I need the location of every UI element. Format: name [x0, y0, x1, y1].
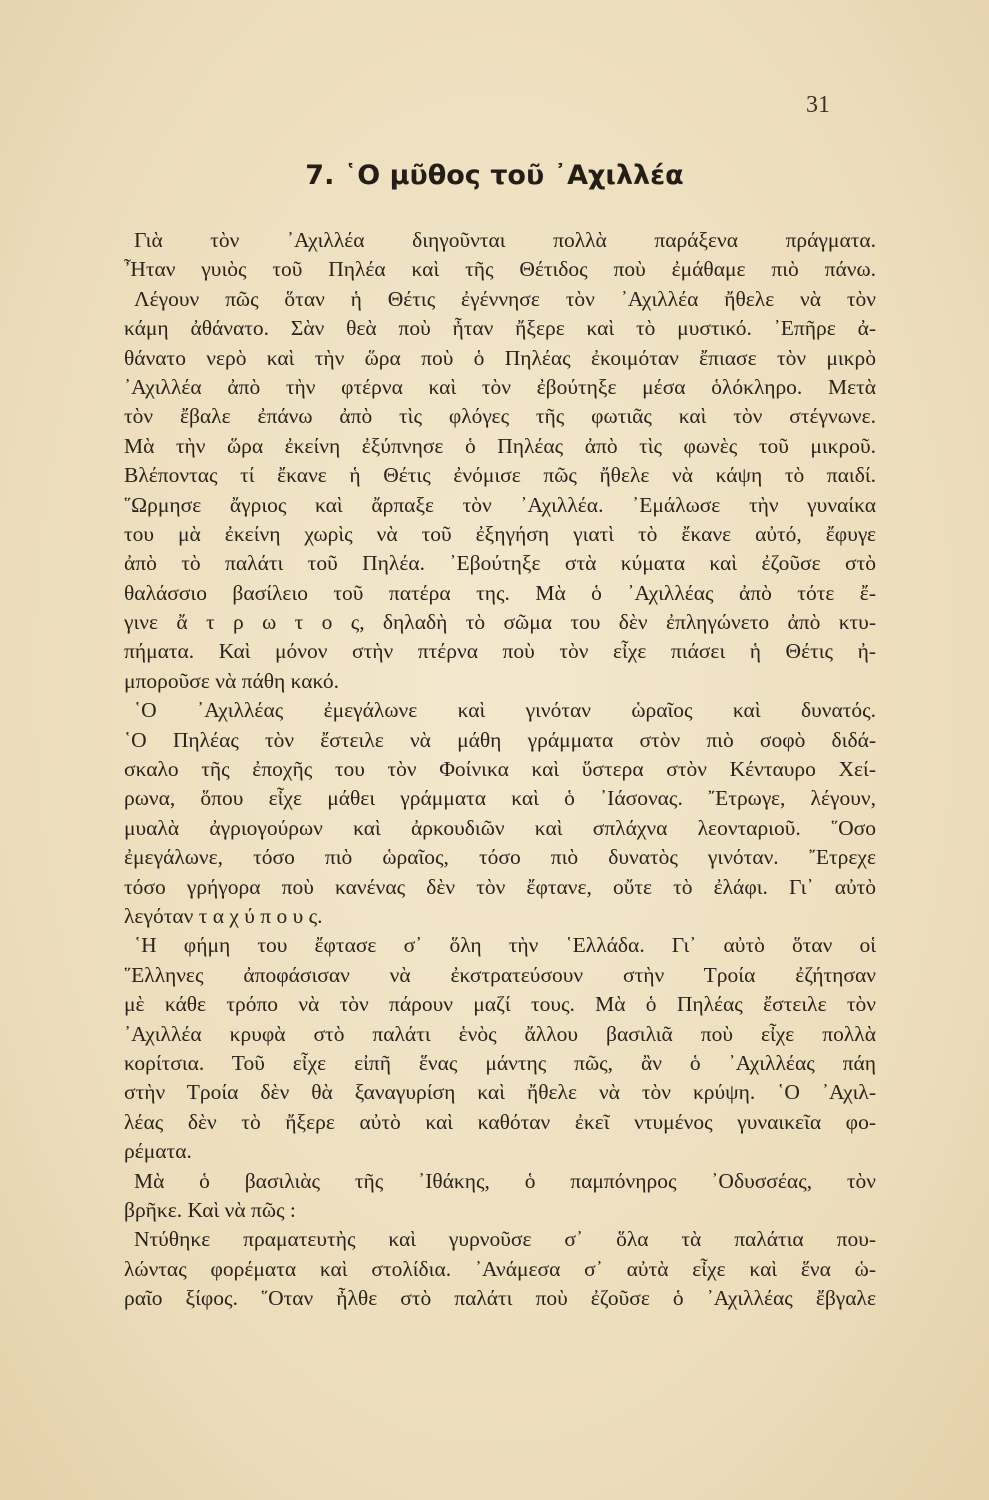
- text-line: Βλέποντας τί ἔκανε ἡ Θέτις ἐνόμισε πῶς ἤθελε νὰ κάψη τὸ παιδί.: [124, 463, 876, 488]
- text-line: λώντας φορέματα καὶ στολίδια. ᾿Ανάμεσα σ᾿ αὐτὰ εἶχε καὶ ἕνα ὡ-: [124, 1256, 876, 1281]
- text-line: Γιὰ τὸν ᾿Αχιλλέα διηγοῦνται πολλὰ παράξενα πράγματα.: [134, 228, 876, 252]
- text-line: μυαλὰ ἀγριογούρων καὶ ἀρκουδιῶν καὶ σπλάχνα λεονταριοῦ. ῞Οσο: [124, 815, 876, 840]
- text-line: τὸν ἔβαλε ἐπάνω ἀπὸ τὶς φλόγες τῆς φωτιᾶς καὶ τὸν στέγνωνε.: [124, 404, 876, 429]
- text-line: ρέματα.: [124, 1139, 192, 1164]
- text-line: ᾿Αχιλλέα ἀπὸ τὴν φτέρνα καὶ τὸν ἐβούτηξε μέσα ὁλόκληρο. Μετὰ: [124, 374, 876, 399]
- text-line: ῞Ωρμησε ἄγριος καὶ ἄρπαξε τὸν ᾿Αχιλλέα. ᾿Εμάλωσε τὴν γυναίκα: [124, 492, 876, 517]
- page-number: 31: [806, 92, 830, 118]
- text-line: ῾Η φήμη του ἔφτασε σ᾿ ὅλη τὴν ῾Ελλάδα. Γι᾿ αὐτὸ ὅταν οἱ: [134, 933, 876, 958]
- text-line: Ἦταν γυιὸς τοῦ Πηλέα καὶ τῆς Θέτιδος ποὺ ἐμάθαμε πιὸ πάνω.: [124, 257, 876, 282]
- text-line: στὴν Τροία δὲν θὰ ξαναγυρίση καὶ ἤθελε νὰ τὸν κρύψη. ῾Ο ᾿Αχιλ-: [124, 1080, 876, 1105]
- text-line: σκαλο τῆς ἐποχῆς του τὸν Φοίνικα καὶ ὕστερα στὸν Κένταυρο Χεί-: [124, 757, 876, 782]
- body-text: [124, 226, 876, 1313]
- text-line: ᾿Αχιλλέα κρυφὰ στὸ παλάτι ἑνὸς ἄλλου βασιλιᾶ ποὺ εἶχε πολλὰ: [124, 1021, 876, 1046]
- text-line: θαλάσσιο βασίλειο τοῦ πατέρα της. Μὰ ὁ ᾿Αχιλλέας ἀπὸ τότε ἔ-: [124, 580, 876, 605]
- text-line: λέας δὲν τὸ ἤξερε αὐτὸ καὶ καθόταν ἐκεῖ ντυμένος γυναικεῖα φο-: [124, 1109, 876, 1134]
- text-line: Λέγουν πῶς ὅταν ἡ Θέτις ἐγέννησε τὸν ᾿Αχιλλέα ἤθελε νὰ τὸν: [134, 286, 876, 311]
- text-line: ῞Ελληνες ἀποφάσισαν νὰ ἐκστρατεύσουν στὴν Τροία ἐζήτησαν: [124, 962, 876, 987]
- chapter-title: 7. ῾Ο μῦθος τοῦ ᾿Αχιλλέα: [305, 160, 684, 191]
- text-line: κάμη ἀθάνατο. Σὰν θεὰ ποὺ ἦταν ἤξερε καὶ τὸ μυστικό. ᾿Επῆρε ἀ-: [124, 316, 876, 341]
- text-line: ραῖο ξίφος. ῞Οταν ἦλθε στὸ παλάτι ποὺ ἐζοῦσε ὁ ᾿Αχιλλέας ἔβγαλε: [124, 1286, 876, 1311]
- text-line: γινε ἄ τ ρ ω τ ο ς, δηλαδὴ τὸ σῶμα του δὲν ἐπληγώνετο ἀπὸ κτυ-: [124, 610, 876, 635]
- text-line: Μὰ τὴν ὥρα ἐκείνη ἐξύπνησε ὁ Πηλέας ἀπὸ τὶς φωνὲς τοῦ μικροῦ.: [124, 433, 876, 458]
- text-line: τόσο γρήγορα ποὺ κανένας δὲν τὸν ἔφτανε, οὔτε τὸ ἐλάφι. Γι᾿ αὐτὸ: [124, 874, 876, 899]
- text-line: ἐμεγάλωνε, τόσο πιὸ ὡραῖος, τόσο πιὸ δυνατὸς γινόταν. ῎Ετρεχε: [124, 845, 876, 870]
- text-line: βρῆκε. Καὶ νὰ πῶς :: [124, 1197, 296, 1222]
- text-line: ρωνα, ὅπου εἶχε μάθει γράμματα καὶ ὁ ᾿Ιάσονας. ῎Ετρωγε, λέγουν,: [124, 786, 876, 811]
- text-line: θάνατο νερὸ καὶ τὴν ὥρα ποὺ ὁ Πηλέας ἐκοιμόταν ἔπιασε τὸν μικρὸ: [124, 345, 876, 370]
- text-line: πήματα. Καὶ μόνον στὴν πτέρνα ποὺ τὸν εἶχε πιάσει ἡ Θέτις ἠ-: [124, 639, 876, 664]
- text-line: του μὰ ἐκείνη χωρὶς νὰ τοῦ ἐξηγήση γιατὶ τὸ ἔκανε αὐτό, ἔφυγε: [124, 521, 876, 546]
- text-line: μποροῦσε νὰ πάθη κακό.: [124, 668, 340, 693]
- text-line: ἀπὸ τὸ παλάτι τοῦ Πηλέα. ᾿Εβούτηξε στὰ κύματα καὶ ἐζοῦσε στὸ: [124, 551, 876, 576]
- text-line: ῾Ο ᾿Αχιλλέας ἐμεγάλωνε καὶ γινόταν ὡραῖος καὶ δυνατός.: [134, 698, 876, 723]
- text-line: κορίτσια. Τοῦ εἶχε εἰπῆ ἕνας μάντης πῶς, ἂν ὁ ᾿Αχιλλέας πάη: [124, 1050, 876, 1075]
- text-line: λεγόταν τ α χ ύ π ο υ ς.: [124, 903, 323, 928]
- text-line: Μὰ ὁ βασιλιὰς τῆς ᾿Ιθάκης, ὁ παμπόνηρος ᾿Οδυσσέας, τὸν: [134, 1168, 876, 1193]
- text-line: Ντύθηκε πραματευτὴς καὶ γυρνοῦσε σ᾿ ὅλα τὰ παλάτια που-: [134, 1227, 876, 1252]
- text-line: ῾Ο Πηλέας τὸν ἔστειλε νὰ μάθη γράμματα στὸν πιὸ σοφὸ διδά-: [124, 727, 876, 752]
- text-line: μὲ κάθε τρόπο νὰ τὸν πάρουν μαζί τους. Μὰ ὁ Πηλέας ἔστειλε τὸν: [124, 992, 876, 1017]
